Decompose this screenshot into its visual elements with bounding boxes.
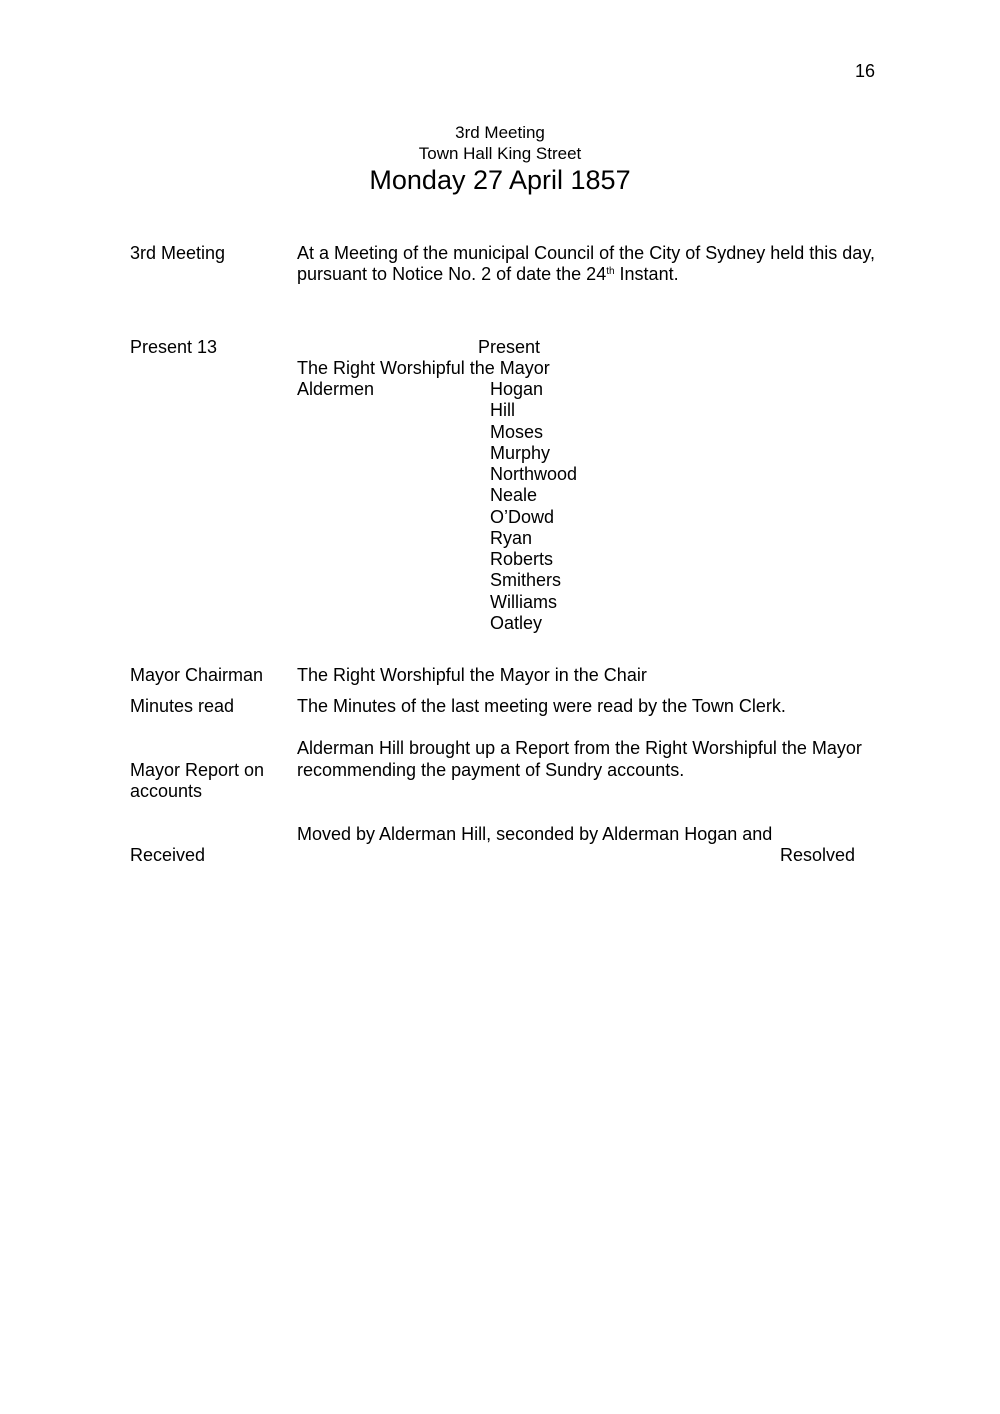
ordinal-suffix: th [606, 266, 615, 277]
margin-note-report-2: accounts [130, 781, 203, 801]
margin-note-report: Mayor Report on [130, 760, 265, 780]
alderman-name: Smithers [490, 570, 562, 590]
alderman-name: Northwood [490, 464, 578, 484]
alderman-name: Hill [490, 400, 515, 420]
venue-heading: Town Hall King Street [418, 144, 582, 163]
alderman-name: Neale [490, 485, 538, 505]
report-line-2: recommending the payment of Sundry accounts. [297, 760, 685, 780]
chair-text: The Right Worshipful the Mayor in the Chair [297, 665, 647, 685]
margin-note-chair: Mayor Chairman [130, 665, 264, 685]
alderman-name: Oatley [490, 613, 543, 633]
margin-note-received: Received [130, 845, 206, 865]
alderman-name: Ryan [490, 528, 533, 548]
present-heading: Present [478, 337, 541, 357]
opening-line-2 [297, 264, 679, 285]
alderman-name: Murphy [490, 443, 551, 463]
margin-note-meeting: 3rd Meeting [130, 243, 226, 263]
alderman-name: Williams [490, 592, 557, 612]
margin-note-minutes: Minutes read [130, 696, 235, 716]
page-number: 16 [855, 61, 876, 81]
report-line-1: Alderman Hill brought up a Report from the Right Worshipful the Mayor [297, 738, 862, 758]
opening-line-2-end: Instant. [614, 264, 679, 284]
alderman-name: O’Dowd [490, 507, 555, 527]
margin-note-present: Present 13 [130, 337, 218, 357]
opening-line-2-text: pursuant to Notice No. 2 of date the 24 [297, 264, 607, 284]
alderman-name: Roberts [490, 549, 554, 569]
resolved-label: Resolved [780, 845, 856, 865]
alderman-name: Hogan [490, 379, 544, 399]
meeting-number-heading: 3rd Meeting [455, 123, 545, 142]
opening-line-1: At a Meeting of the municipal Council of the City of Sydney held this day, [297, 243, 875, 263]
aldermen-label: Aldermen [297, 379, 375, 399]
motion-text: Moved by Alderman Hill, seconded by Alderman Hogan and [297, 824, 773, 844]
page-title: Monday 27 April 1857 [369, 165, 631, 195]
mayor-line: The Right Worshipful the Mayor [297, 358, 550, 378]
alderman-name: Moses [490, 422, 544, 442]
minutes-text: The Minutes of the last meeting were read by the Town Clerk. [297, 696, 786, 716]
